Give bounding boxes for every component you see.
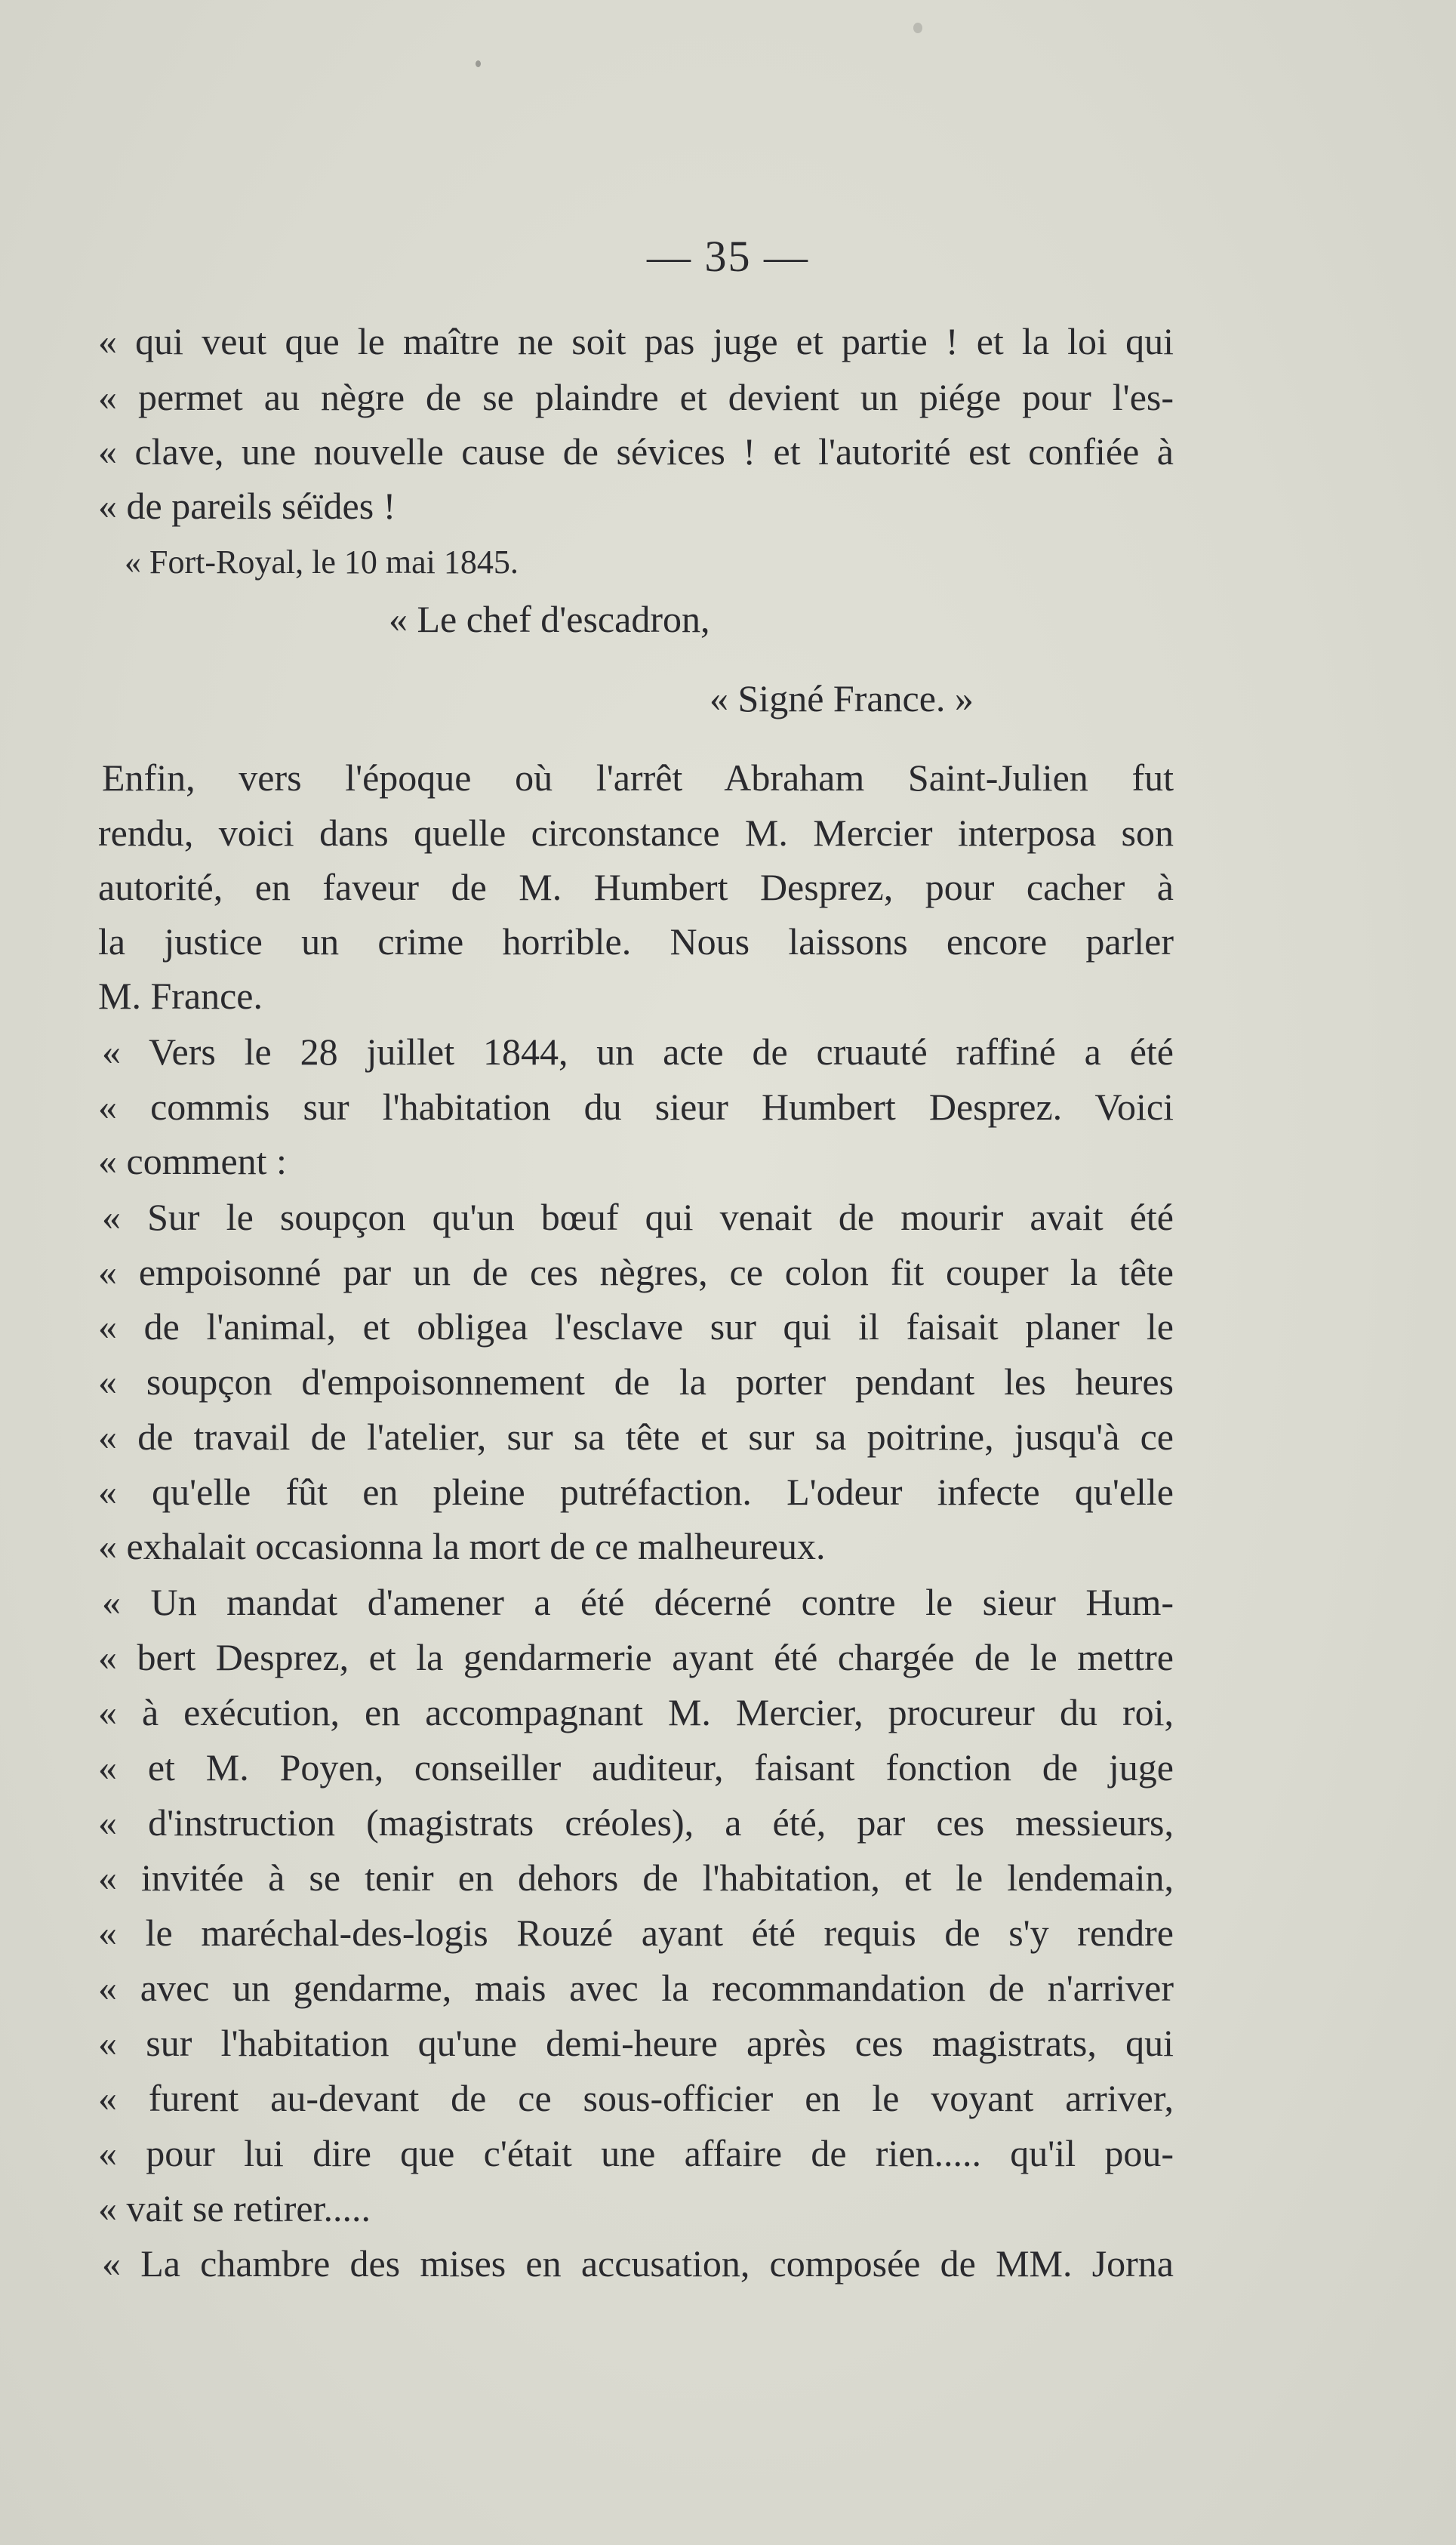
letter-date: « Fort-Royal, le 10 mai 1845. [125,544,519,581]
text-line: « à exécution, en accompagnant M. Mercier, procureur du roi, [98,1691,1174,1733]
text-line: Enfin, vers l'époque où l'arrêt Abraham Saint-Julien fut [102,756,1174,799]
page-number: — 35 — [647,232,809,281]
text-line: autorité, en faveur de M. Humbert Desprez, pour cacher à [98,866,1174,908]
text-line: « de travail de l'atelier, sur sa tête et sur sa poitrine, jusqu'à ce [98,1416,1174,1458]
text-line: « Vers le 28 juillet 1844, un acte de cruauté raffiné a été [102,1031,1174,1073]
text-line: « commis sur l'habitation du sieur Humbert Desprez. Voici [98,1086,1174,1128]
text-line: « qui veut que le maître ne soit pas juge et partie ! et la loi qui [98,320,1174,362]
text-line: « furent au-devant de ce sous-officier en le voyant arriver, [98,2077,1174,2119]
text-line: « sur l'habitation qu'une demi-heure après ces magistrats, qui [98,2022,1174,2064]
text-line: « de l'animal, et obligea l'esclave sur qui il faisait planer le [98,1305,1174,1348]
text-line: « empoisonné par un de ces nègres, ce colon fit couper la tête [98,1251,1174,1293]
text-line: « clave, une nouvelle cause de sévices ! et l'autorité est confiée à [98,430,1174,473]
text-line: « comment : [98,1140,287,1182]
text-line: « bert Desprez, et la gendarmerie ayant été chargée de le mettre [98,1636,1174,1678]
signature-name: « Signé France. » [710,677,974,719]
text-line: « Sur le soupçon qu'un bœuf qui venait de mourir avait été [102,1196,1174,1238]
signature-title: « Le chef d'escadron, [389,598,710,640]
text-line: « le maréchal-des-logis Rouzé ayant été requis de s'y rendre [98,1912,1174,1954]
text-line: « soupçon d'empoisonnement de la porter pendant les heures [98,1360,1174,1403]
text-line: « La chambre des mises en accusation, composée de MM. Jorna [102,2242,1174,2285]
text-line: « vait se retirer..... [98,2187,371,2229]
text-line: rendu, voici dans quelle circonstance M. Mercier interposa son [98,812,1174,854]
text-line: « de pareils séïdes ! [98,485,396,527]
text-line: « Un mandat d'amener a été décerné contre le sieur Hum- [102,1581,1174,1623]
text-line: « permet au nègre de se plaindre et devient un piége pour l'es- [98,376,1174,418]
text-line: « invitée à se tenir en dehors de l'habitation, et le lendemain, [98,1856,1174,1899]
text-line: « et M. Poyen, conseiller auditeur, faisant fonction de juge [98,1746,1174,1789]
text-line: « pour lui dire que c'était une affaire de rien..... qu'il pou- [98,2132,1174,2174]
text-line: « exhalait occasionna la mort de ce malheureux. [98,1525,826,1567]
text-line: M. France. [98,975,263,1017]
ink-speck [476,60,481,67]
text-line: « d'instruction (magistrats créoles), a été, par ces messieurs, [98,1801,1174,1844]
text-line: « avec un gendarme, mais avec la recommandation de n'arriver [98,1967,1174,2009]
ink-speck [913,23,922,33]
text-line: « qu'elle fût en pleine putréfaction. L'odeur infecte qu'elle [98,1471,1174,1513]
text-line: la justice un crime horrible. Nous laissons encore parler [98,920,1174,963]
